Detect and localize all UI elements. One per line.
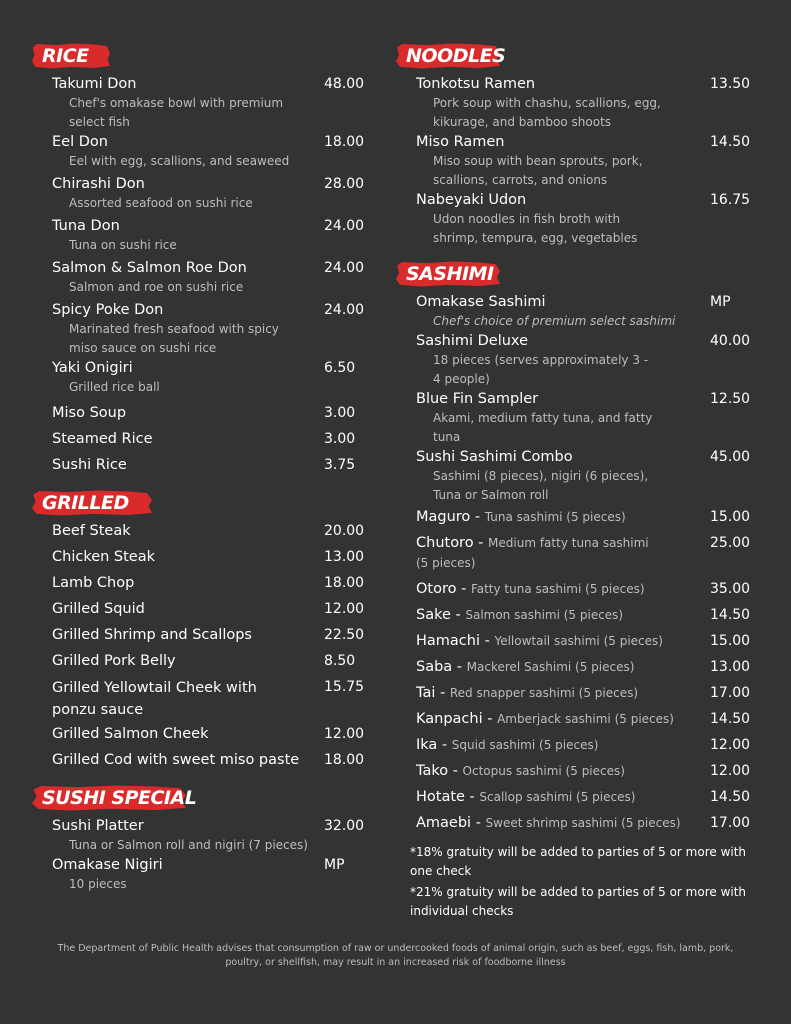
item-description: Akami, medium fatty tuna, and fatty tuna [433,411,653,444]
item-name: Miso Ramen [416,134,505,150]
item-price: 12.00 [710,763,751,779]
item-name: Hamachi - [416,633,495,649]
item-description: Tuna sashimi (5 pieces) [484,510,626,524]
item-description: 10 pieces [69,877,127,891]
item-name: Spicy Poke Don [52,302,164,318]
item-description: 18 pieces (serves approximately 3 - 4 people) [433,353,649,386]
section-title: SASHIMI [406,263,494,285]
menu-item [416,683,752,703]
section-title: GRILLED [42,492,129,514]
item-description: Eel with egg, scallions, and seaweed [69,154,290,168]
item-price: 17.00 [710,815,751,831]
menu-item [416,709,752,729]
item-price: 17.00 [710,685,751,701]
menu-item [52,455,366,475]
menu-item [416,631,752,651]
item-name: Kanpachi - [416,711,498,727]
item-description: Miso soup with bean sprouts, pork, scallions, carrots, and onions [433,154,643,187]
grilled-list [36,521,366,770]
item-price: 15.00 [710,633,751,649]
menu-item [52,750,366,770]
item-price: 40.00 [710,333,751,349]
item-description: Udon noodles in fish broth with shrimp, tempura, egg, vegetables [433,212,638,245]
menu-item [416,657,752,677]
item-name: Sushi Sashimi Combo [416,449,573,465]
item-price: MP [710,294,731,310]
item-name: Grilled Yellowtail Cheek with ponzu sauce [52,680,257,718]
item-price: 15.00 [710,509,751,525]
item-name: Sashimi Deluxe [416,333,528,349]
item-price: 28.00 [324,176,365,192]
item-name: Tai - [416,685,450,701]
item-name: Grilled Salmon Cheek [52,726,209,742]
item-price: 3.00 [324,431,356,447]
item-description: Fatty tuna sashimi (5 pieces) [470,582,645,596]
item-name: Amaebi - [416,815,486,831]
item-price: 24.00 [324,302,365,318]
menu-item [52,724,366,744]
menu-item [52,74,366,132]
item-description: Sweet shrimp sashimi (5 pieces) [485,816,681,830]
sushi-special-list [36,816,366,894]
sashimi-section-header [400,258,504,290]
menu-item [52,677,366,721]
noodles-section-header [400,40,515,72]
item-name: Otoro - [416,581,471,597]
item-description: Mackerel Sashimi (5 pieces) [466,660,635,674]
item-name: Beef Steak [52,523,131,539]
menu-item [52,358,366,397]
rice-section-header [36,40,99,72]
item-price: 18.00 [324,575,365,591]
menu-item [52,855,366,894]
menu-item [416,605,752,625]
menu-item [52,651,366,671]
item-price: 12.00 [324,601,365,617]
item-name: Nabeyaki Udon [416,192,527,208]
item-name: Hotate - [416,789,480,805]
menu-item [416,447,752,505]
item-price: 16.75 [710,192,751,208]
item-price: 12.00 [710,737,751,753]
grilled-section-header [36,487,139,519]
item-name: Yaki Onigiri [52,360,133,376]
item-name: Grilled Cod with sweet miso paste [52,752,300,768]
menu-item [52,521,366,541]
menu-item [416,735,752,755]
item-price: 13.00 [710,659,751,675]
item-name: Grilled Squid [52,601,145,617]
item-price: 13.00 [324,549,365,565]
section-title: SUSHI SPECIAL [42,787,197,809]
menu-item [52,216,366,255]
item-name: Omakase Sashimi [416,294,546,310]
item-description: Amberjack sashimi (5 pieces) [497,712,674,726]
menu-item [416,74,752,132]
item-name: Eel Don [52,134,108,150]
item-price: 3.75 [324,457,356,473]
item-name: Omakase Nigiri [52,857,163,873]
menu-item [416,190,752,248]
item-price: 24.00 [324,218,365,234]
item-price: 18.00 [324,134,365,150]
menu-item [416,389,752,447]
item-description: Chef's omakase bowl with premium select fish [69,96,284,129]
item-name: Grilled Shrimp and Scallops [52,627,252,643]
menu-item [416,787,752,807]
menu-item [52,258,366,297]
menu-item [52,599,366,619]
item-name: Chicken Steak [52,549,156,565]
menu-item [52,429,366,449]
item-description: Sashimi (8 pieces), nigiri (6 pieces), Tuna or Salmon roll [433,469,649,502]
rice-list [36,74,366,475]
item-price: 6.50 [324,360,356,376]
item-name: Ika - [416,737,452,753]
item-name: Saba - [416,659,467,675]
menu-item [52,625,366,645]
sushi-special-section-header [36,782,206,814]
menu-item [416,761,752,781]
item-price: 14.50 [710,607,751,623]
item-description: Tuna or Salmon roll and nigiri (7 pieces) [69,838,308,852]
item-name: Lamb Chop [52,575,135,591]
item-name: Blue Fin Sampler [416,391,539,407]
item-price: 13.50 [710,76,751,92]
gratuity-note: *18% gratuity will be added to parties of 5 or more with one check [410,845,747,878]
gratuity-note: *21% gratuity will be added to parties of 5 or more with individual checks [410,885,747,918]
item-name: Sushi Rice [52,457,127,473]
item-name: Chirashi Don [52,176,145,192]
item-description: Red snapper sashimi (5 pieces) [449,686,639,700]
menu-item [52,816,366,855]
item-description: Chef's choice of premium select sashimi [433,314,676,328]
item-name: Tako - [416,763,463,779]
gratuity-notes [410,843,750,921]
item-name: Salmon & Salmon Roe Don [52,260,247,276]
item-name: Tonkotsu Ramen [416,76,536,92]
item-description: Marinated fresh seafood with spicy miso sauce on sushi rice [69,322,279,355]
item-price: 45.00 [710,449,751,465]
item-price: 22.50 [324,627,365,643]
item-description: Pork soup with chashu, scallions, egg, kikurage, and bamboo shoots [433,96,661,129]
item-price: 3.00 [324,405,356,421]
item-price: 24.00 [324,260,365,276]
item-name: Sake - [416,607,466,623]
menu-item [52,573,366,593]
left-column [36,40,366,894]
menu-item [52,132,366,171]
item-price: 48.00 [324,76,365,92]
item-price: 14.50 [710,789,751,805]
item-description: Salmon sashimi (5 pieces) [465,608,624,622]
item-price: 12.00 [324,726,365,742]
section-title: NOODLES [406,45,506,67]
menu-item [52,403,366,423]
sashimi-list [400,292,752,833]
item-price: 14.50 [710,134,751,150]
item-name: Chutoro - [416,535,489,551]
item-price: MP [324,857,345,873]
item-price: 20.00 [324,523,365,539]
item-description: Scallop sashimi (5 pieces) [479,790,636,804]
item-description: Salmon and roe on sushi rice [69,280,244,294]
item-name: Maguro - [416,509,485,525]
section-title: RICE [42,45,89,67]
item-description: Octopus sashimi (5 pieces) [462,764,625,778]
item-name: Tuna Don [52,218,120,234]
menu-item [416,507,752,527]
menu-item [416,579,752,599]
menu-item [52,547,366,567]
item-price: 12.50 [710,391,751,407]
item-description: Tuna on sushi rice [69,238,177,252]
menu-item [416,132,752,190]
menu-item [416,813,752,833]
item-price: 8.50 [324,653,356,669]
item-price: 35.00 [710,581,751,597]
item-name: Sushi Platter [52,818,144,834]
item-name: Miso Soup [52,405,127,421]
item-price: 18.00 [324,752,365,768]
menu-item [416,533,752,573]
item-price: 14.50 [710,711,751,727]
item-name: Steamed Rice [52,431,153,447]
noodles-list [400,74,752,248]
menu-item [52,174,366,213]
item-name: Takumi Don [52,76,137,92]
menu-item [416,292,752,331]
right-column [400,40,752,923]
menu-item [52,300,366,358]
item-description: Yellowtail sashimi (5 pieces) [494,634,663,648]
item-description: Grilled rice ball [69,380,160,394]
health-advisory: The Department of Public Health advises that consumption of raw or undercooked foods of animal origin, such as beef, eggs, fish, lamb, pork, poultry, or shellfish, may result in an increased risk of foodborne illness [57,943,734,968]
item-price: 32.00 [324,818,365,834]
item-description: Medium fatty tuna sashimi (5 pieces) [416,536,649,570]
item-price: 25.00 [710,535,751,551]
item-description: Assorted seafood on sushi rice [69,196,253,210]
item-name: Grilled Pork Belly [52,653,176,669]
item-description: Squid sashimi (5 pieces) [451,738,599,752]
menu-item [416,331,752,389]
item-price: 15.75 [324,679,365,695]
